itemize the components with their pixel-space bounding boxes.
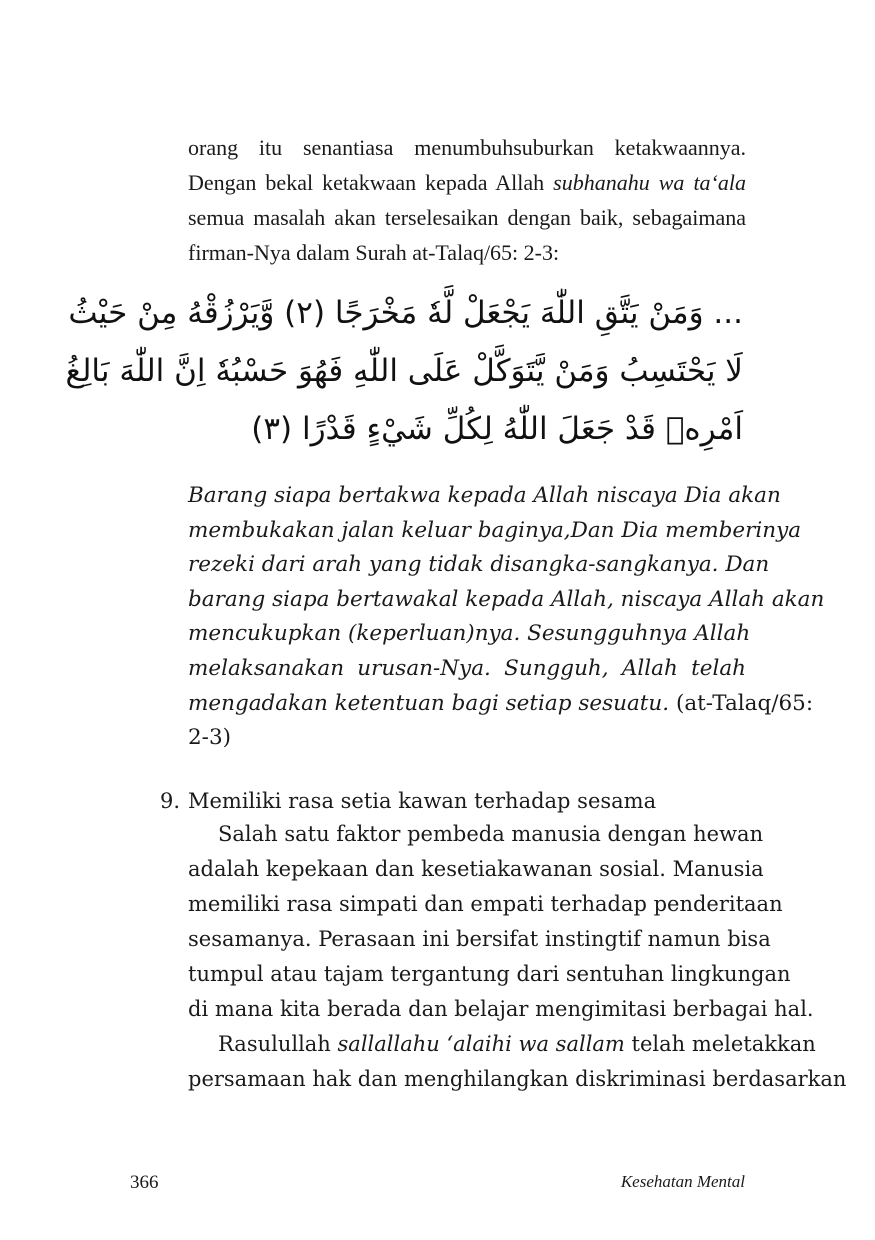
section-heading: Memiliki rasa setia kawan terhadap sesama xyxy=(188,789,657,813)
body-text: Rasulullah xyxy=(218,1032,338,1056)
honorific-italic: sallallahu ‘alaihi wa sallam xyxy=(337,1032,625,1056)
body-line: adalah kepekaan dan kesetiakawanan sosial. Manusia xyxy=(188,857,764,881)
intro-line: semua masalah akan terselesaikan dengan baik, sebagaimana xyxy=(188,205,746,230)
quran-verse-arabic xyxy=(65,284,743,458)
intro-paragraph xyxy=(188,130,746,270)
translation-line xyxy=(188,687,814,722)
translation-line: membukakan jalan keluar baginya,Dan Dia memberinya xyxy=(188,517,802,543)
body-line: persamaan hak dan menghilangkan diskriminasi berdasarkan xyxy=(188,1067,847,1091)
intro-line: orang itu senantiasa menumbuhsuburkan ketakwaannya. xyxy=(188,135,746,160)
intro-text: Dengan bekal ketakwaan kepada Allah xyxy=(188,170,554,195)
body-line: di mana kita berada dan belajar mengimitasi berbagai hal. xyxy=(188,997,814,1021)
list-number: 9. xyxy=(160,789,181,813)
list-item-heading xyxy=(160,784,656,819)
arabic-line: ... وَمَنْ يَتَّقِ اللّٰهَ يَجْعَلْ لَّهٗ مَخْرَجًا (٢) وَّيَرْزُقْهُ مِنْ حَيْثُ xyxy=(68,295,743,331)
item9-body xyxy=(188,817,847,1097)
arabic-line: اَمْرِهٖ قَدْ جَعَلَ اللّٰهُ لِكُلِّ شَيْءٍ قَدْرًا (٣) xyxy=(251,411,743,447)
body-line xyxy=(188,1027,816,1062)
body-line: Salah satu faktor pembeda manusia dengan hewan xyxy=(218,822,764,846)
intro-line xyxy=(188,165,746,200)
body-line: sesamanya. Perasaan ini bersifat instingtif namun bisa xyxy=(188,927,771,951)
running-footer-title: Kesehatan Mental xyxy=(620,1172,745,1191)
translation-line: mencukupkan (keperluan)nya. Sesungguhnya Allah xyxy=(188,621,751,647)
verse-translation xyxy=(188,479,825,756)
translation-line: Barang siapa bertakwa kepada Allah niscaya Dia akan xyxy=(188,483,781,508)
honorific-italic: subhanahu wa ta‘ala xyxy=(553,170,746,195)
arabic-line: لَا يَحْتَسِبُ وَمَنْ يَّتَوَكَّلْ عَلَى اللّٰهِ فَهُوَ حَسْبُهٗ اِنَّ اللّٰهَ بَالِغُ xyxy=(65,353,743,389)
translation-line: rezeki dari arah yang tidak disangka-sangkanya. Dan xyxy=(188,552,770,578)
translation-text: mengadakan ketentuan bagi setiap sesuatu. xyxy=(188,690,670,716)
body-text: telah meletakkan xyxy=(624,1032,816,1056)
body-line: tumpul atau tajam tergantung dari sentuhan lingkungan xyxy=(188,962,791,986)
intro-line: firman-Nya dalam Surah at-Talaq/65: 2-3: xyxy=(188,240,560,265)
verse-reference: 2-3) xyxy=(188,725,232,751)
verse-reference: (at-Talaq/65: xyxy=(669,690,814,716)
translation-line: barang siapa bertawakal kepada Allah, niscaya Allah akan xyxy=(188,586,825,612)
page-number: 366 xyxy=(130,1172,159,1193)
body-line: memiliki rasa simpati dan empati terhadap penderitaan xyxy=(188,892,783,916)
translation-line: melaksanakan urusan-Nya. Sungguh, Allah telah xyxy=(188,655,746,681)
